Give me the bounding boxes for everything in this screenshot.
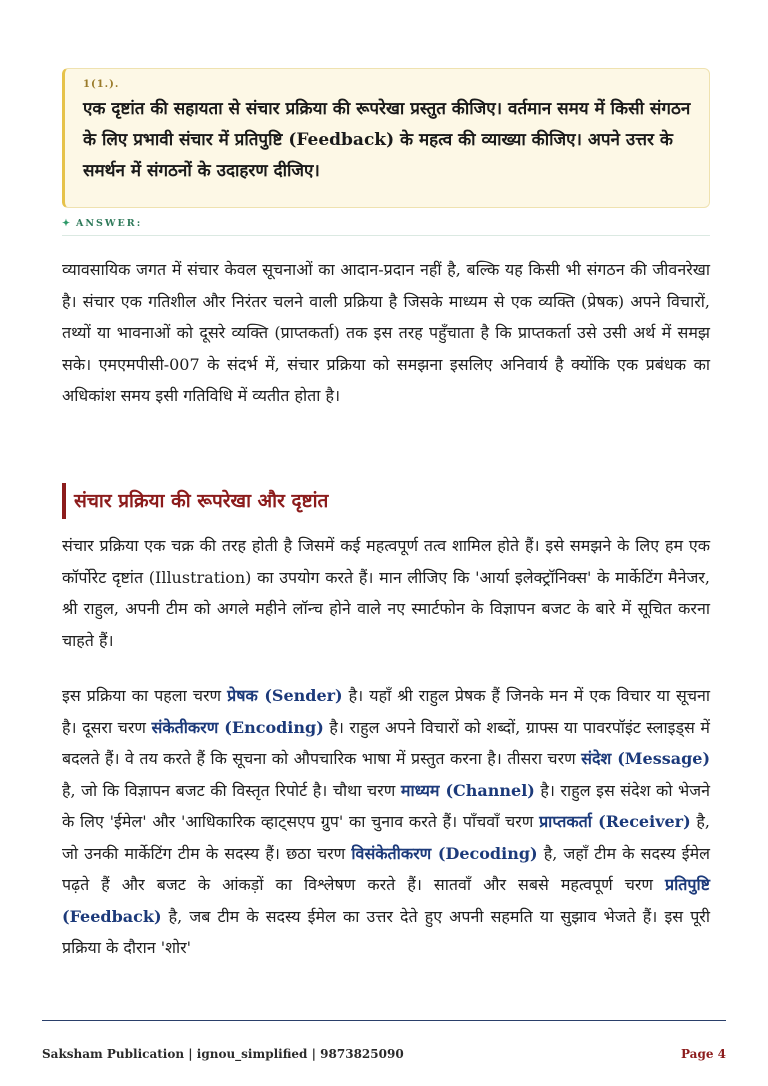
footer-divider xyxy=(42,1020,726,1021)
intro-paragraph: व्यावसायिक जगत में संचार केवल सूचनाओं का आदान-प्रदान नहीं है, बल्कि यह किसी भी संगठन की जीवनरेखा है। संचार एक गतिशील और निरंतर चलने वाली प्रक्रिया है जिसके माध्यम से एक व्यक्ति (प्रेषक) अपने विचारों, तथ्यों या भावनाओं को दूसरे व्यक्ति (प्राप्तकर्ता) तक इस तरह पहुँचाता है कि प्राप्तकर्ता उसे उसी अर्थ में समझ सके। एमएमपीसी-007 के संदर्भ में, संचार प्रक्रिया को समझना इसलिए अनिवार्य है क्योंकि एक प्रबंधक का अधिकांश समय इसी गतिविधि में व्यतीत होता है। xyxy=(62,260,710,405)
question-box xyxy=(62,68,710,208)
text-segment: है, जब टीम के सदस्य ईमेल का उत्तर देते हुए अपनी सहमति या सुझाव भेजते हैं। इस पूरी प्रक्रिया के दौरान 'शोर' xyxy=(62,906,710,957)
question-text: एक दृष्टांत की सहायता से संचार प्रक्रिया की रूपरेखा प्रस्तुत कीजिए। वर्तमान समय में किसी संगठन के लिए प्रभावी संचार में प्रतिपुष्टि (Feedback) के महत्व की व्याख्या कीजिए। अपने उत्तर के समर्थन में संगठनों के उदाहरण दीजिए। xyxy=(83,99,691,181)
diamond-icon: ✦ xyxy=(62,218,72,229)
footer-publisher: Saksham Publication | ignou_simplified | 9873825090 xyxy=(42,1047,404,1061)
term-sender: प्रेषक (Sender) xyxy=(227,686,343,705)
term-decoding: विसंकेतीकरण (Decoding) xyxy=(351,843,538,863)
text-segment: है, जो कि विज्ञापन बजट की विस्तृत रिपोर्ट है। चौथा चरण xyxy=(62,780,401,800)
page-number: Page 4 xyxy=(680,1047,726,1061)
answer-label-text: ANSWER: xyxy=(75,218,143,229)
text-segment: है। राहुल अपने विचारों को शब्दों, ग्राफ्स या पावरपॉइंट स्लाइड्स में बदलते हैं। वे तय करते हैं कि सूचना को औपचारिक भाषा में प्रस्तुत करना है। तीसरा चरण xyxy=(62,717,710,768)
text-segment: इस प्रक्रिया का पहला चरण xyxy=(62,686,228,705)
text-segment: है। यहाँ श्री राहुल प्रेषक हैं जिनके मन में एक विचार या सूचना है। दूसरा चरण xyxy=(62,686,711,737)
answer-label xyxy=(62,218,710,236)
section-heading: संचार प्रक्रिया की रूपरेखा और दृष्टांत xyxy=(62,483,710,519)
text-segment: है। राहुल इस संदेश को भेजने के लिए 'ईमेल' और 'आधिकारिक व्हाट्सएप ग्रुप' का चुनाव करते हैं। पाँचवाँ चरण xyxy=(62,780,710,831)
process-paragraph-2 xyxy=(62,680,710,964)
term-message: संदेश (Message) xyxy=(581,749,711,768)
term-feedback: प्रतिपुष्टि (Feedback) xyxy=(62,875,710,926)
term-receiver: प्राप्तकर्ता (Receiver) xyxy=(539,812,691,831)
process-paragraph-1: संचार प्रक्रिया एक चक्र की तरह होती है जिसमें कई महत्वपूर्ण तत्व शामिल होते हैं। इसे समझने के लिए हम एक कॉर्पोरेट दृष्टांत (Illustration) का उपयोग करते हैं। मान लीजिए कि 'आर्या इलेक्ट्रॉनिक्स' के मार्केटिंग मैनेजर, श्री राहुल, अपनी टीम को अगले महीने लॉन्च होने वाले नए स्मार्टफोन के विज्ञापन बजट के बारे में सूचित करना चाहते हैं। xyxy=(62,536,710,650)
term-channel: माध्यम (Channel) xyxy=(400,780,535,800)
text-segment: है, जो उनकी मार्केटिंग टीम के सदस्य हैं। छठा चरण xyxy=(62,812,710,863)
text-segment: है, जहाँ टीम के सदस्य ईमेल पढ़ते हैं और बजट के आंकड़ों का विश्लेषण करते हैं। सातवाँ और सबसे महत्वपूर्ण चरण xyxy=(62,843,710,894)
term-encoding: संकेतीकरण (Encoding) xyxy=(151,717,324,737)
question-number: 1(1.). xyxy=(83,79,120,90)
